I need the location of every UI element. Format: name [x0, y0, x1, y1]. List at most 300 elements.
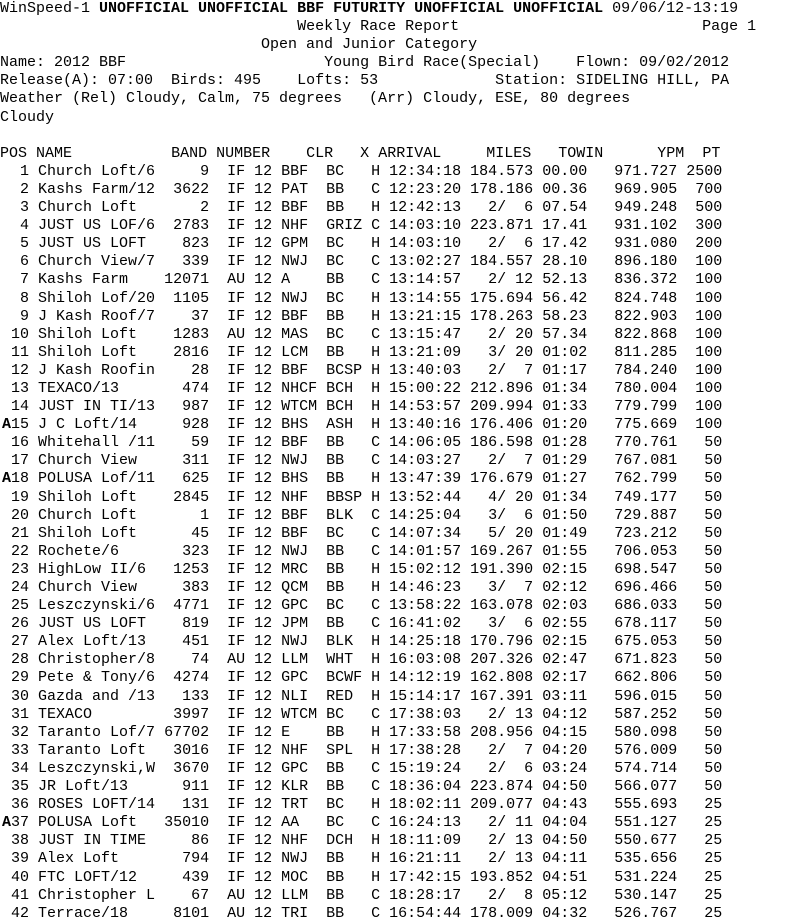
row-points: 50	[686, 579, 723, 596]
row-color: BB	[326, 470, 372, 488]
row-pos: 10	[11, 325, 39, 343]
row-miles: 2/ 13	[470, 832, 543, 850]
row-points: 50	[686, 506, 723, 524]
row-org: IF	[227, 217, 255, 235]
row-year: 12	[254, 180, 282, 198]
row-year: 12	[254, 886, 282, 904]
table-row	[0, 724, 797, 742]
row-club: BBF	[281, 199, 327, 217]
table-row	[0, 905, 797, 923]
row-year: 12	[254, 597, 282, 615]
row-club: BBF	[281, 307, 327, 325]
col-pt: PT	[702, 144, 721, 162]
row-x: C	[371, 325, 390, 343]
row-club: NHF	[281, 217, 327, 235]
row-x: C	[371, 886, 390, 904]
table-row	[0, 742, 797, 760]
row-arrival: 13:21:15	[389, 307, 471, 325]
row-club: GPC	[281, 597, 327, 615]
row-arrival: 15:00:22	[389, 379, 471, 397]
table-row	[0, 796, 797, 814]
row-flag	[2, 633, 11, 650]
row-arrival: 14:25:18	[389, 633, 471, 651]
row-pos: 28	[11, 651, 39, 669]
row-year: 12	[254, 904, 282, 922]
row-year: 12	[254, 560, 282, 578]
row-ypm: 836.372	[596, 271, 687, 289]
row-band: 439	[164, 868, 228, 886]
row-band: 1	[164, 506, 228, 524]
row-points: 100	[686, 307, 723, 325]
row-year: 12	[254, 488, 282, 506]
row-points: 50	[686, 723, 723, 741]
row-arrival: 17:33:58	[389, 723, 471, 741]
row-flag: A	[2, 814, 12, 832]
row-miles: 2/ 6	[470, 235, 543, 253]
row-arrival: 13:58:22	[389, 597, 471, 615]
table-row	[0, 561, 797, 579]
row-arrival: 15:02:12	[389, 560, 471, 578]
row-color: GRIZ	[326, 217, 372, 235]
row-x: H	[371, 398, 390, 416]
row-name: Gazda and /13	[38, 687, 165, 705]
row-club: BHS	[281, 416, 327, 434]
row-flag	[2, 271, 11, 288]
row-club: GPC	[281, 669, 327, 687]
row-towin: 01:49	[542, 524, 597, 542]
row-name: JUST US LOFT	[38, 615, 165, 633]
row-year: 12	[254, 162, 282, 180]
row-towin: 04:51	[542, 868, 597, 886]
row-year: 12	[254, 253, 282, 271]
weather-text-continued: Cloudy	[0, 108, 55, 126]
table-row	[0, 416, 797, 434]
table-row	[0, 507, 797, 525]
row-club: NWJ	[281, 452, 327, 470]
row-pos: 27	[11, 633, 39, 651]
row-club: PAT	[281, 180, 327, 198]
row-arrival: 13:40:03	[389, 361, 471, 379]
row-year: 12	[254, 796, 282, 814]
row-year: 12	[254, 434, 282, 452]
row-name: Taranto Loft	[38, 741, 165, 759]
row-points: 25	[686, 796, 723, 814]
row-flag	[2, 253, 11, 270]
row-year: 12	[254, 814, 282, 832]
row-pos: 41	[11, 886, 39, 904]
row-flag	[2, 706, 11, 723]
row-pos: 17	[11, 452, 39, 470]
row-band: 451	[164, 633, 228, 651]
row-name: J Kash Roofin	[38, 361, 165, 379]
row-towin: 02:12	[542, 579, 597, 596]
row-miles: 2/ 7	[470, 452, 543, 470]
row-points: 500	[686, 199, 723, 217]
table-row	[0, 579, 797, 597]
col-arrival: ARRIVAL	[378, 144, 442, 162]
row-points: 50	[686, 759, 723, 777]
row-points: 50	[686, 488, 723, 506]
row-flag	[2, 561, 11, 578]
row-pos: 39	[11, 850, 39, 868]
row-ypm: 784.240	[596, 361, 687, 379]
row-org: IF	[227, 416, 255, 434]
row-towin: 04:43	[542, 796, 597, 814]
table-row	[0, 688, 797, 706]
page-number: Page 1	[702, 18, 757, 36]
row-arrival: 16:21:11	[389, 850, 471, 868]
row-color: BCH	[326, 379, 372, 397]
loft-count: Lofts: 53	[297, 72, 379, 90]
row-arrival: 13:52:44	[389, 488, 471, 506]
row-miles: 2/ 7	[470, 741, 543, 759]
col-pos: POS	[0, 144, 28, 162]
row-points: 50	[686, 542, 723, 560]
table-row	[0, 380, 797, 398]
row-towin: 01:29	[542, 452, 597, 470]
row-band: 2816	[164, 343, 228, 361]
row-color: BCH	[326, 398, 372, 416]
row-arrival: 16:24:13	[389, 814, 471, 832]
row-org: IF	[227, 398, 255, 416]
row-pos: 19	[11, 488, 39, 506]
row-color: BB	[326, 343, 372, 361]
row-color: BB	[326, 560, 372, 578]
row-ypm: 896.180	[596, 253, 687, 271]
row-miles: 2/ 13	[470, 705, 543, 723]
row-x: H	[371, 687, 390, 705]
row-color: BB	[326, 615, 372, 633]
row-org: AU	[227, 271, 255, 289]
row-color: BC	[326, 235, 372, 253]
row-org: IF	[227, 723, 255, 741]
row-ypm: 931.102	[596, 217, 687, 235]
row-band: 911	[164, 778, 228, 796]
row-color: BLK	[326, 506, 372, 524]
col-clr: CLR	[306, 144, 334, 162]
row-towin: 03:11	[542, 687, 597, 705]
row-arrival: 14:03:27	[389, 452, 471, 470]
row-miles: 2/ 6	[470, 759, 543, 777]
row-name: POLUSA Loft	[38, 814, 165, 832]
row-club: LLM	[281, 886, 327, 904]
row-year: 12	[254, 235, 282, 253]
row-band: 4274	[164, 669, 228, 687]
row-x: C	[371, 615, 390, 633]
row-color: BCSP	[326, 361, 372, 379]
row-band: 131	[164, 796, 228, 814]
row-flag	[2, 507, 11, 524]
table-row	[0, 760, 797, 778]
row-name: Shiloh Loft	[38, 325, 165, 343]
row-ypm: 770.761	[596, 434, 687, 452]
row-year: 12	[254, 778, 282, 796]
row-name: Church View	[38, 579, 165, 596]
row-towin: 04:50	[542, 778, 597, 796]
row-org: IF	[227, 524, 255, 542]
row-ypm: 662.806	[596, 669, 687, 687]
row-org: IF	[227, 669, 255, 687]
row-points: 50	[686, 470, 723, 488]
row-flag	[2, 235, 11, 252]
row-color: BBSP	[326, 488, 372, 506]
row-color: BB	[326, 199, 372, 217]
col-ypm: YPM	[657, 144, 685, 162]
row-name: Shiloh Lof/20	[38, 289, 165, 307]
row-year: 12	[254, 741, 282, 759]
row-club: LLM	[281, 651, 327, 669]
row-band: 86	[164, 832, 228, 850]
row-x: H	[371, 162, 390, 180]
row-club: NHF	[281, 832, 327, 850]
row-flag	[2, 597, 11, 614]
row-band: 474	[164, 379, 228, 397]
row-points: 50	[686, 669, 723, 687]
row-ypm: 775.669	[596, 416, 687, 434]
row-x: C	[371, 778, 390, 796]
row-miles: 167.391	[470, 687, 543, 705]
row-arrival: 13:15:47	[389, 325, 471, 343]
row-points: 50	[686, 615, 723, 633]
table-row	[0, 850, 797, 868]
row-year: 12	[254, 542, 282, 560]
row-club: NHF	[281, 488, 327, 506]
row-name: J Kash Roof/7	[38, 307, 165, 325]
row-year: 12	[254, 470, 282, 488]
row-ypm: 780.004	[596, 379, 687, 397]
row-club: A	[281, 271, 327, 289]
table-row	[0, 290, 797, 308]
row-name: Christopher L	[38, 886, 165, 904]
row-year: 12	[254, 723, 282, 741]
row-band: 67702	[164, 723, 228, 741]
row-color: BC	[326, 253, 372, 271]
row-color: BB	[326, 759, 372, 777]
row-name: Rochete/6	[38, 542, 165, 560]
row-x: H	[371, 723, 390, 741]
row-towin: 28.10	[542, 253, 597, 271]
row-flag	[2, 850, 11, 867]
row-points: 50	[686, 524, 723, 542]
row-color: WHT	[326, 651, 372, 669]
row-arrival: 17:38:03	[389, 705, 471, 723]
row-ypm: 555.693	[596, 796, 687, 814]
report-datetime: 09/06/12-13:19	[612, 0, 739, 17]
row-points: 50	[686, 651, 723, 669]
row-towin: 56.42	[542, 289, 597, 307]
row-x: C	[371, 904, 390, 922]
row-miles: 212.896	[470, 379, 543, 397]
row-flag	[2, 525, 11, 542]
row-arrival: 18:11:09	[389, 832, 471, 850]
row-band: 45	[164, 524, 228, 542]
row-ypm: 574.714	[596, 759, 687, 777]
row-club: NWJ	[281, 850, 327, 868]
row-arrival: 14:07:34	[389, 524, 471, 542]
table-row	[0, 470, 797, 488]
table-row	[0, 253, 797, 271]
row-org: IF	[227, 615, 255, 633]
row-name: Leszczynski,W	[38, 759, 165, 777]
row-color: ASH	[326, 416, 372, 434]
row-towin: 02:47	[542, 651, 597, 669]
row-club: JPM	[281, 615, 327, 633]
row-club: NWJ	[281, 289, 327, 307]
row-arrival: 16:54:44	[389, 904, 471, 922]
row-flag	[2, 326, 11, 343]
row-name: POLUSA Lof/11	[38, 470, 165, 488]
row-towin: 02:15	[542, 560, 597, 578]
row-band: 133	[164, 687, 228, 705]
row-arrival: 13:40:16	[389, 416, 471, 434]
row-org: IF	[227, 488, 255, 506]
row-org: IF	[227, 199, 255, 217]
row-year: 12	[254, 199, 282, 217]
row-x: H	[371, 379, 390, 397]
row-miles: 208.956	[470, 723, 543, 741]
row-band: 3016	[164, 741, 228, 759]
row-points: 100	[686, 289, 723, 307]
row-x: H	[371, 199, 390, 217]
row-band: 323	[164, 542, 228, 560]
row-name: Church Loft	[38, 506, 165, 524]
row-ypm: 949.248	[596, 199, 687, 217]
row-miles: 176.406	[470, 416, 543, 434]
row-miles: 186.598	[470, 434, 543, 452]
weather-line	[0, 90, 797, 108]
row-flag	[2, 362, 11, 379]
row-ypm: 526.767	[596, 904, 687, 922]
row-ypm: 686.033	[596, 597, 687, 615]
row-pos: 15	[11, 416, 39, 434]
row-year: 12	[254, 325, 282, 343]
row-points: 700	[686, 180, 723, 198]
row-flag	[2, 380, 11, 397]
row-arrival: 14:01:57	[389, 542, 471, 560]
row-club: QCM	[281, 579, 327, 596]
row-miles: 163.078	[470, 597, 543, 615]
row-flag	[2, 344, 11, 361]
row-club: BBF	[281, 506, 327, 524]
race-type: Young Bird Race(Special)	[324, 54, 541, 72]
row-ypm: 706.053	[596, 542, 687, 560]
row-org: IF	[227, 542, 255, 560]
row-org: IF	[227, 579, 255, 596]
row-club: BBF	[281, 524, 327, 542]
row-towin: 01:34	[542, 488, 597, 506]
row-points: 300	[686, 217, 723, 235]
row-towin: 02:17	[542, 669, 597, 687]
row-band: 9	[164, 162, 228, 180]
row-points: 100	[686, 416, 723, 434]
row-miles: 207.326	[470, 651, 543, 669]
row-name: JUST IN TIME	[38, 832, 165, 850]
row-miles: 176.679	[470, 470, 543, 488]
table-row	[0, 308, 797, 326]
table-row	[0, 525, 797, 543]
row-color: BB	[326, 904, 372, 922]
col-x: X	[360, 144, 370, 162]
bird-count: Birds: 495	[171, 72, 262, 90]
row-club: TRT	[281, 796, 327, 814]
row-club: BBF	[281, 361, 327, 379]
row-x: C	[371, 814, 390, 832]
row-name: Alex Loft/13	[38, 633, 165, 651]
row-flag	[2, 452, 11, 469]
row-color: BB	[326, 307, 372, 325]
row-year: 12	[254, 687, 282, 705]
row-band: 819	[164, 615, 228, 633]
row-color: BB	[326, 434, 372, 452]
table-row	[0, 832, 797, 850]
row-towin: 17.41	[542, 217, 597, 235]
row-points: 50	[686, 741, 723, 759]
row-flag	[2, 308, 11, 325]
row-towin: 00.00	[542, 162, 597, 180]
row-band: 3622	[164, 180, 228, 198]
row-arrival: 14:06:05	[389, 434, 471, 452]
row-flag	[2, 181, 11, 198]
row-pos: 42	[11, 904, 39, 922]
row-org: IF	[227, 162, 255, 180]
row-points: 2500	[686, 162, 723, 180]
row-flag	[2, 543, 11, 560]
row-name: Church Loft/6	[38, 162, 165, 180]
row-year: 12	[254, 271, 282, 289]
row-band: 3670	[164, 759, 228, 777]
row-x: H	[371, 470, 390, 488]
row-points: 50	[686, 633, 723, 651]
table-row	[0, 362, 797, 380]
row-flag	[2, 199, 11, 216]
row-flag	[2, 434, 11, 451]
row-flag	[2, 615, 11, 632]
row-points: 100	[686, 253, 723, 271]
row-org: AU	[227, 325, 255, 343]
table-row	[0, 543, 797, 561]
row-org: IF	[227, 235, 255, 253]
row-flag	[2, 760, 11, 777]
table-row	[0, 706, 797, 724]
row-arrival: 14:46:23	[389, 579, 471, 596]
row-pos: 2	[11, 180, 39, 198]
row-points: 25	[686, 850, 723, 868]
row-flag	[2, 887, 11, 904]
row-name: J C Loft/14	[38, 416, 165, 434]
row-towin: 57.34	[542, 325, 597, 343]
row-miles: 178.186	[470, 180, 543, 198]
table-row	[0, 651, 797, 669]
row-club: NHCF	[281, 379, 327, 397]
row-miles: 3/ 7	[470, 579, 543, 596]
row-flag	[2, 651, 11, 668]
row-year: 12	[254, 615, 282, 633]
row-org: IF	[227, 379, 255, 397]
col-towin: TOWIN	[558, 144, 604, 162]
row-x: C	[371, 524, 390, 542]
row-x: C	[371, 542, 390, 560]
row-year: 12	[254, 452, 282, 470]
row-band: 823	[164, 235, 228, 253]
row-year: 12	[254, 850, 282, 868]
row-pos: 30	[11, 687, 39, 705]
row-club: KLR	[281, 778, 327, 796]
table-row	[0, 326, 797, 344]
row-color: BB	[326, 452, 372, 470]
row-ypm: 762.799	[596, 470, 687, 488]
row-ypm: 749.177	[596, 488, 687, 506]
row-band: 74	[164, 651, 228, 669]
